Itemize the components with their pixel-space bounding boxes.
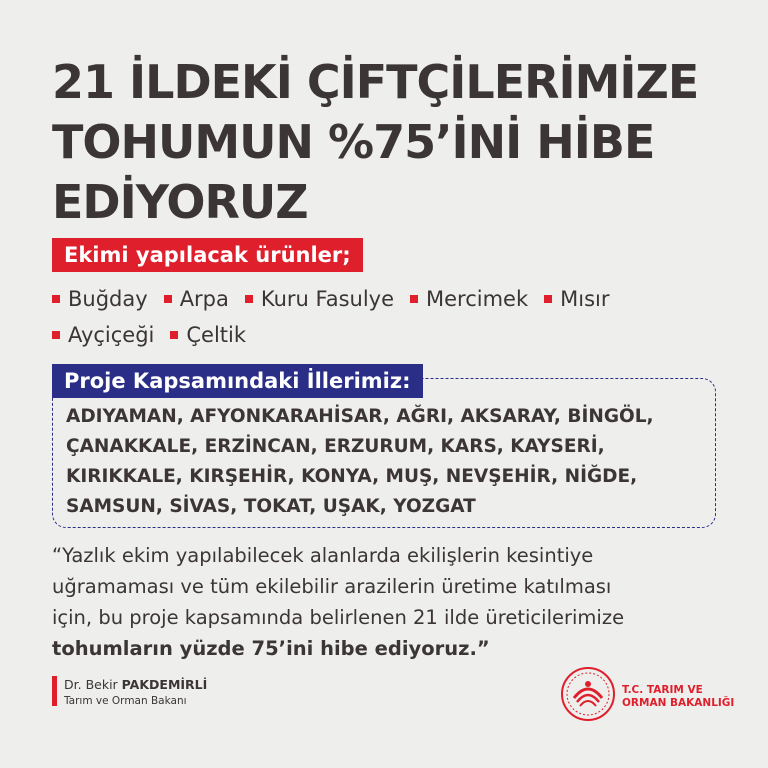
product-item [52, 323, 154, 347]
ministry-line-2: ORMAN BAKANLIĞI [622, 697, 735, 709]
product-name: Ayçiçeği [68, 323, 155, 347]
product-name: Çeltik [186, 323, 247, 347]
headline-line-1: 21 İLDEKİ ÇİFTÇİLERİMİZE [52, 55, 699, 109]
product-item [164, 287, 229, 311]
provinces-line-1: ADIYAMAN, AFYONKARAHİSAR, AĞRI, AKSARAY, BİNGÖL, [66, 406, 654, 427]
product-item [410, 287, 528, 311]
quote-line-2: uğramaması ve tüm ekilebilir arazilerin üretime katılması [52, 575, 612, 598]
product-name: Mısır [560, 287, 610, 311]
signature-name [64, 677, 207, 692]
bullet-icon [52, 331, 60, 339]
bullet-icon [410, 295, 418, 303]
product-item [544, 287, 609, 311]
provinces-line-3: KIRIKKALE, KIRŞEHİR, KONYA, MUŞ, NEVŞEHİR, NİĞDE, [66, 466, 638, 487]
signature-surname: PAKDEMİRLİ [121, 677, 208, 692]
quote-line-4: tohumların yüzde 75’ini hibe ediyoruz.” [52, 637, 490, 660]
product-item [52, 287, 148, 311]
headline-line-2: TOHUMUN %75’İNİ HİBE [52, 115, 655, 169]
provinces-label: Proje Kapsamındaki İllerimiz: [52, 364, 423, 398]
bullet-icon [544, 295, 552, 303]
quote-line-3: için, bu proje kapsamında belirlenen 21 ilde üreticilerimize [52, 606, 625, 629]
product-item [245, 287, 394, 311]
minister-quote [52, 540, 742, 664]
quote-line-1: “Yazlık ekim yapılabilecek alanlarda ekilişlerin kesintiye [52, 544, 594, 567]
ministry-line-1: T.C. TARIM VE [622, 684, 703, 696]
signature-first-name: Dr. Bekir [64, 677, 122, 692]
provinces-line-4: SAMSUN, SİVAS, TOKAT, UŞAK, YOZGAT [66, 496, 476, 517]
products-label: Ekimi yapılacak ürünler; [52, 238, 363, 272]
signature-bar [52, 676, 57, 706]
headline [52, 52, 732, 232]
product-name: Buğday [68, 287, 148, 311]
product-item [170, 323, 246, 347]
headline-line-3: EDİYORUZ [52, 175, 308, 229]
product-name: Mercimek [426, 287, 529, 311]
bullet-icon [170, 331, 178, 339]
ministry-logo-icon [560, 666, 616, 722]
provinces-line-2: ÇANAKKALE, ERZİNCAN, ERZURUM, KARS, KAYSERİ, [66, 436, 605, 457]
bullet-icon [245, 295, 253, 303]
ministry-name [622, 684, 734, 710]
product-list [52, 281, 742, 353]
provinces-list [66, 402, 726, 522]
product-name: Arpa [179, 287, 229, 311]
signature-title: Tarım ve Orman Bakanı [64, 695, 187, 707]
product-name: Kuru Fasulye [260, 287, 394, 311]
bullet-icon [52, 295, 60, 303]
bullet-icon [164, 295, 172, 303]
